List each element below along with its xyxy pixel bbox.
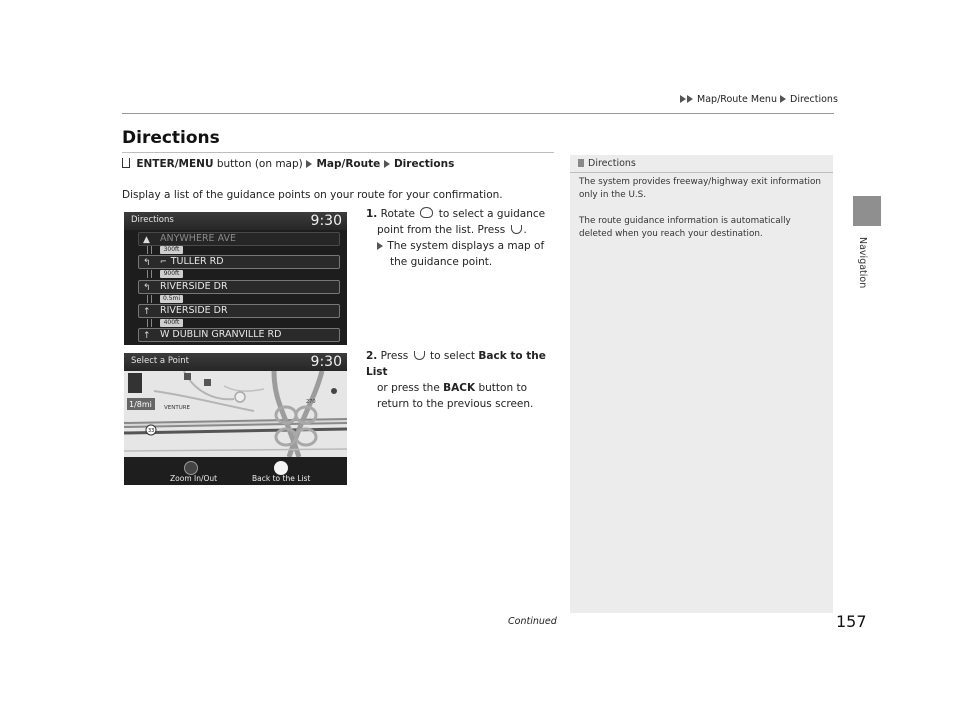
continued-label: Continued: [508, 616, 557, 627]
step-text: return to the previous screen.: [377, 398, 534, 410]
press-icon: [414, 351, 425, 360]
screen-clock: 9:30: [310, 213, 342, 229]
map-scale-label: 1/8mi: [129, 400, 152, 409]
turn-left-icon: ↰: [143, 258, 151, 268]
list-item-label: ANYWHERE AVE: [160, 233, 236, 244]
screen-clock: 9:30: [310, 354, 342, 370]
breadcrumb-arrow-icon: [680, 95, 686, 103]
note-box: [570, 155, 833, 613]
straight-arrow-icon: ↑: [143, 307, 151, 317]
step-text: to select: [429, 350, 476, 362]
distance-bar: [147, 295, 152, 303]
step-text: Rotate: [380, 208, 416, 220]
step-subtext: The system displays a map of: [387, 240, 545, 252]
step-text: to select a guidance: [438, 208, 546, 220]
route-shield: 33: [148, 428, 155, 434]
step-text: button to: [478, 382, 527, 394]
zoom-dial-icon[interactable]: [184, 461, 198, 475]
note-paragraph: The system provides freeway/highway exit information only in the U.S.: [579, 177, 821, 200]
list-item-label: W DUBLIN GRANVILLE RD: [160, 329, 282, 340]
path-arrow-icon: [306, 160, 312, 168]
step-2: [366, 348, 560, 412]
intro-text: Display a list of the guidance points on your route for your confirmation.: [122, 189, 503, 201]
step-number: 2.: [366, 350, 378, 362]
zoom-label: Zoom In/Out: [170, 474, 218, 483]
breadcrumb-arrow-icon: [780, 95, 786, 103]
list-item-label: RIVERSIDE DR: [160, 305, 228, 316]
select-point-screen: [124, 353, 347, 485]
step-1: [366, 206, 556, 270]
title-rule: [122, 152, 554, 153]
list-item[interactable]: [138, 232, 340, 246]
fork-icon: ⌐: [160, 257, 167, 266]
breadcrumb-section: Map/Route Menu: [697, 94, 777, 105]
screen-title: Select a Point: [131, 356, 189, 366]
list-item-label: RIVERSIDE DR: [160, 281, 228, 292]
step-text: .: [523, 224, 527, 236]
breadcrumb-page: Directions: [790, 94, 838, 105]
step-bold: BACK: [443, 382, 476, 394]
distance-badge: 300ft: [160, 246, 183, 254]
step-text: or press the: [377, 382, 440, 394]
list-item[interactable]: [138, 328, 340, 342]
menu-path-step1: Map/Route: [316, 158, 381, 170]
press-icon: [511, 225, 522, 234]
compass-icon: [128, 373, 142, 393]
note-marker-icon: [578, 159, 584, 167]
straight-arrow-icon: ↑: [143, 331, 151, 341]
interface-dial-icon: [420, 207, 433, 218]
distance-badge: 400ft: [160, 319, 183, 327]
distance-bar: [147, 246, 152, 254]
distance-bar: [147, 270, 152, 278]
turn-left-icon: ↰: [143, 283, 151, 293]
screen-header: [124, 212, 347, 230]
map-view[interactable]: [124, 371, 347, 457]
step-text: point from the list. Press: [377, 224, 506, 236]
list-item[interactable]: [138, 304, 340, 318]
menu-button-suffix: button (on map): [216, 158, 303, 170]
distance-badge: 0.5mi: [160, 295, 183, 303]
step-number: 1.: [366, 208, 378, 220]
list-item-label: TULLER RD: [170, 256, 224, 267]
menu-path-step2: Directions: [393, 158, 455, 170]
note-rule: [570, 172, 833, 173]
list-item[interactable]: [138, 255, 340, 269]
step-subtext: the guidance point.: [390, 256, 493, 268]
list-item[interactable]: [138, 280, 340, 294]
screen-title: Directions: [131, 215, 174, 225]
result-arrow-icon: [377, 242, 383, 250]
directions-list: [138, 232, 340, 344]
menu-path: [122, 158, 454, 170]
menu-button-name: ENTER/MENU: [136, 158, 214, 170]
note-heading: [578, 158, 636, 169]
screen-footer: [124, 457, 347, 485]
road-label: VENTURE: [164, 405, 191, 411]
note-heading-text: Directions: [588, 158, 636, 169]
select-button-icon[interactable]: [274, 461, 288, 475]
poi-icon: [204, 379, 211, 386]
poi-icon: [184, 373, 191, 380]
step-bold: Back to the List: [366, 350, 546, 378]
back-to-list-label: Back to the List: [252, 474, 311, 483]
directions-screen: [124, 212, 347, 345]
screen-header: [124, 353, 347, 371]
section-tab-label: Navigation: [857, 237, 868, 289]
breadcrumb-arrow-icon: [687, 95, 693, 103]
step-text: Press: [380, 350, 409, 362]
destination-icon: ▲: [143, 235, 150, 245]
page-number: 157: [836, 612, 867, 631]
path-arrow-icon: [384, 160, 390, 168]
poi-icon: [331, 388, 337, 394]
distance-bar: [147, 319, 152, 327]
home-icon: [122, 158, 130, 168]
distance-badge: 900ft: [160, 270, 183, 278]
header-rule: [122, 113, 834, 114]
breadcrumb: [680, 94, 838, 105]
section-tab: [853, 196, 881, 226]
route-shield: 270: [306, 399, 316, 405]
note-paragraph: The route guidance information is automatically deleted when you reach your destination.: [579, 216, 791, 239]
page-title: Directions: [122, 128, 220, 148]
